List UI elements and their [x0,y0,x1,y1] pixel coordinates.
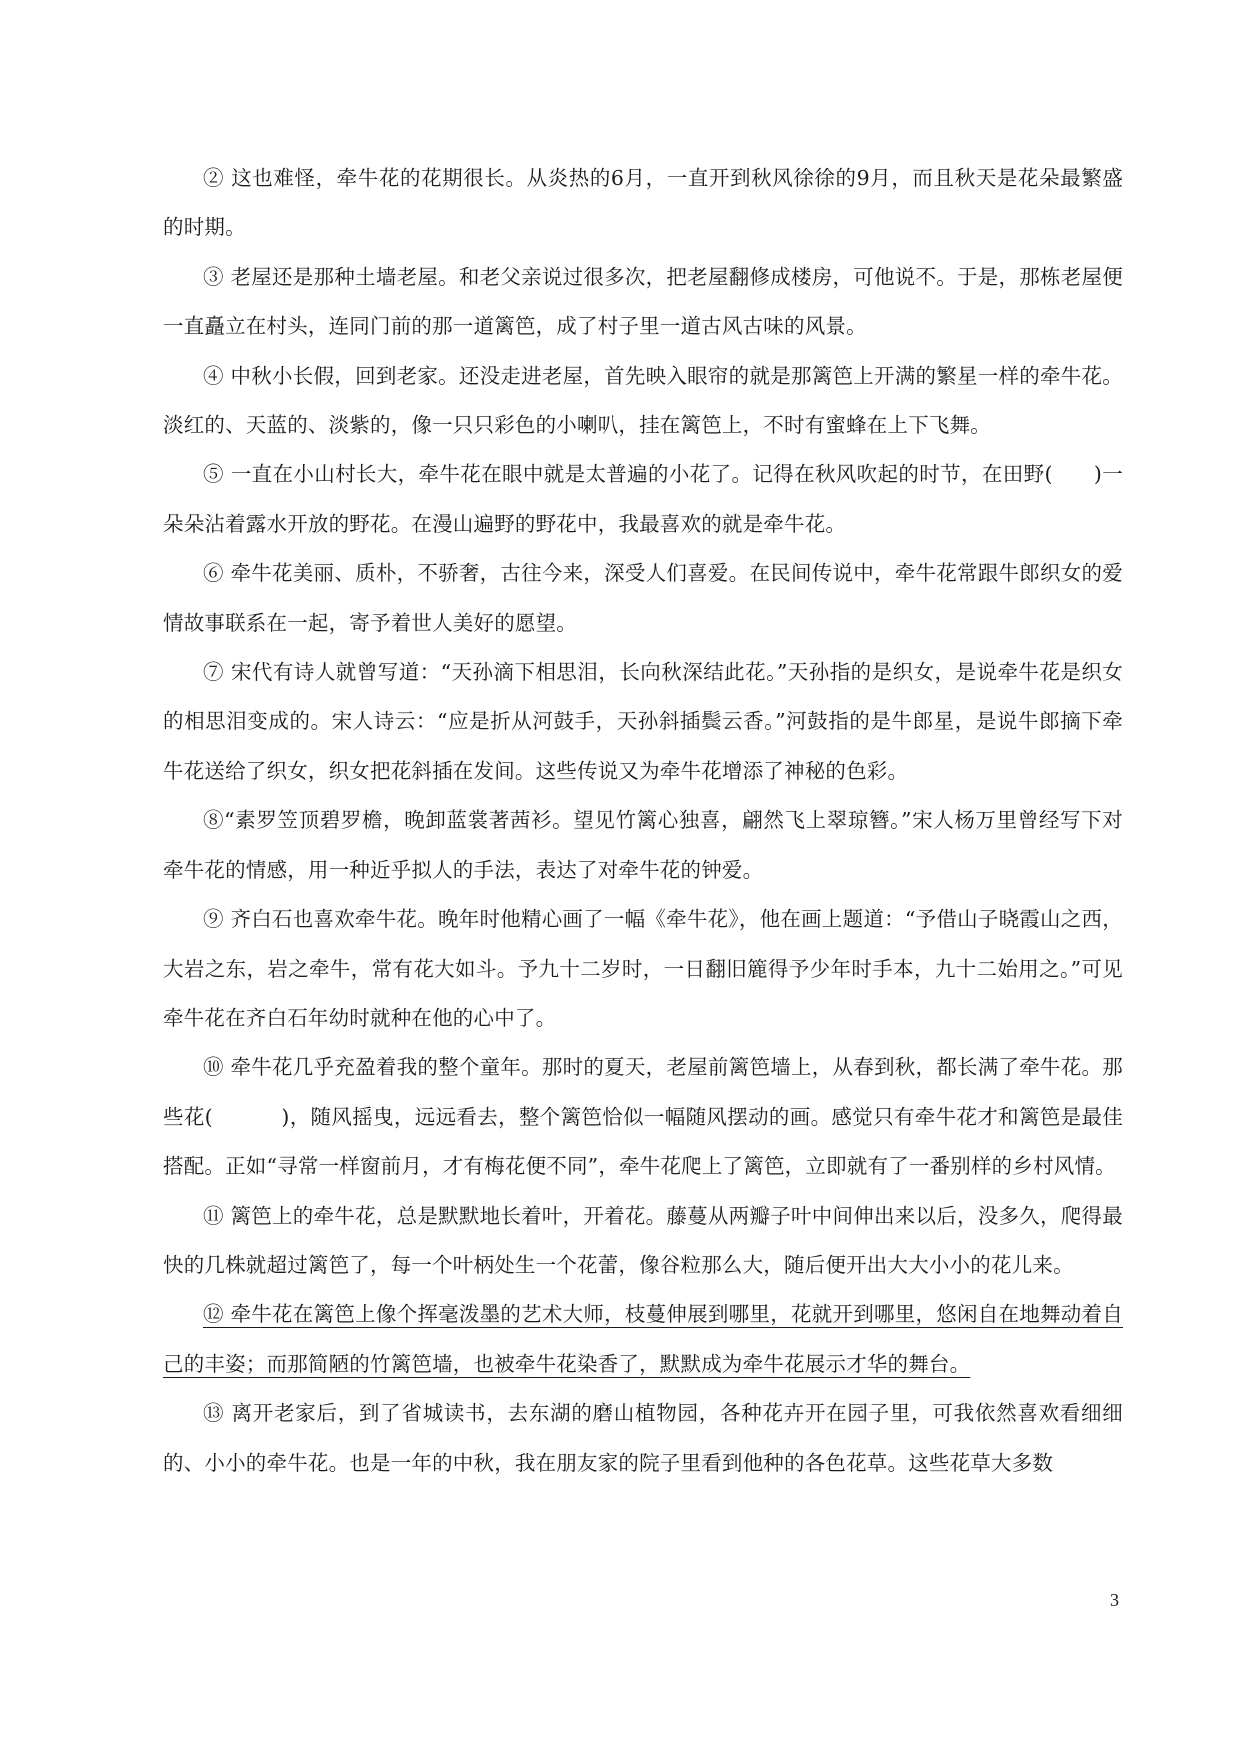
article-body [163,154,1123,1488]
paragraph-5: ⑤ 一直在小山村长大，牵牛花在眼中就是太普遍的小花了。记得在秋风吹起的时节，在田野( )一朵朵沾着露水开放的野花。在漫山遍野的野花中，我最喜欢的就是牵牛花。 [163,462,1123,536]
paragraph-7: ⑦ 宋代有诗人就曾写道：“天孙滴下相思泪，长向秋深结此花。”天孙指的是织女，是说牵牛花是织女的相思泪变成的。宋人诗云：“应是折从河鼓手，天孙斜插鬓云香。”河鼓指的是牛郎星，是说牛郎摘下牵牛花送给了织女，织女把花斜插在发间。这些传说又为牵牛花增添了神秘的色彩。 [163,660,1123,783]
paragraph-6: ⑥ 牵牛花美丽、质朴，不骄奢，古往今来，深受人们喜爱。在民间传说中，牵牛花常跟牛郎织女的爱情故事联系在一起，寄予着世人美好的愿望。 [163,561,1123,635]
paragraph-8: ⑧“素罗笠顶碧罗檐，晚卸蓝裳著茜衫。望见竹篱心独喜，翩然飞上翠琼簪。”宋人杨万里曾经写下对牵牛花的情感，用一种近乎拟人的手法，表达了对牵牛花的钟爱。 [163,808,1123,882]
paragraph-9: ⑨ 齐白石也喜欢牵牛花。晚年时他精心画了一幅《牵牛花》，他在画上题道：“予借山子晓霞山之西，大岩之东，岩之牵牛，常有花大如斗。予九十二岁时，一日翻旧簏得予少年时手本，九十二始用之。”可见牵牛花在齐白石年幼时就种在他的心中了。 [163,907,1123,1030]
page-number: 3 [1110,1590,1119,1610]
paragraph-3: ③ 老屋还是那种土墙老屋。和老父亲说过很多次，把老屋翻修成楼房，可他说不。于是，那栋老屋便一直矗立在村头，连同门前的那一道篱笆，成了村子里一道古风古味的风景。 [163,264,1123,339]
paragraph-4: ④ 中秋小长假，回到老家。还没走进老屋，首先映入眼帘的就是那篱笆上开满的繁星一样的牵牛花。淡红的、天蓝的、淡紫的，像一只只彩色的小喇叭，挂在篱笆上，不时有蜜蜂在上下飞舞。 [163,363,1123,438]
paragraph-12-underlined: ⑫ 牵牛花在篱笆上像个挥毫泼墨的艺术大师，枝蔓伸展到哪里，花就开到哪里，悠闲自在地舞动着自己的丰姿；而那简陋的竹篱笆墙，也被牵牛花染香了，默默成为牵牛花展示才华的舞台。 [163,1302,1123,1376]
paragraph-2: ② 这也难怪，牵牛花的花期很长。从炎热的6月，一直开到秋风徐徐的9月，而且秋天是花朵最繁盛的时期。 [163,166,1123,240]
paragraph-13: ⑬ 离开老家后，到了省城读书，去东湖的磨山植物园，各种花卉开在园子里，可我依然喜欢看细细的、小小的牵牛花。也是一年的中秋，我在朋友家的院子里看到他种的各色花草。这些花草大多数 [163,1401,1123,1475]
paragraph-10: ⑩ 牵牛花几乎充盈着我的整个童年。那时的夏天，老屋前篱笆墙上，从春到秋，都长满了牵牛花。那些花( )，随风摇曳，远远看去，整个篱笆恰似一幅随风摆动的画。感觉只有牵牛花才和篱笆是最佳搭配。正如“寻常一样窗前月，才有梅花便不同”，牵牛花爬上了篱笆，立即就有了一番别样的乡村风情。 [163,1055,1123,1179]
paragraph-11: ⑪ 篱笆上的牵牛花，总是默默地长着叶，开着花。藤蔓从两瓣子叶中间伸出来以后，没多久，爬得最快的几株就超过篱笆了，每一个叶柄处生一个花蕾，像谷粒那么大，随后便开出大大小小的花儿来。 [163,1203,1123,1277]
